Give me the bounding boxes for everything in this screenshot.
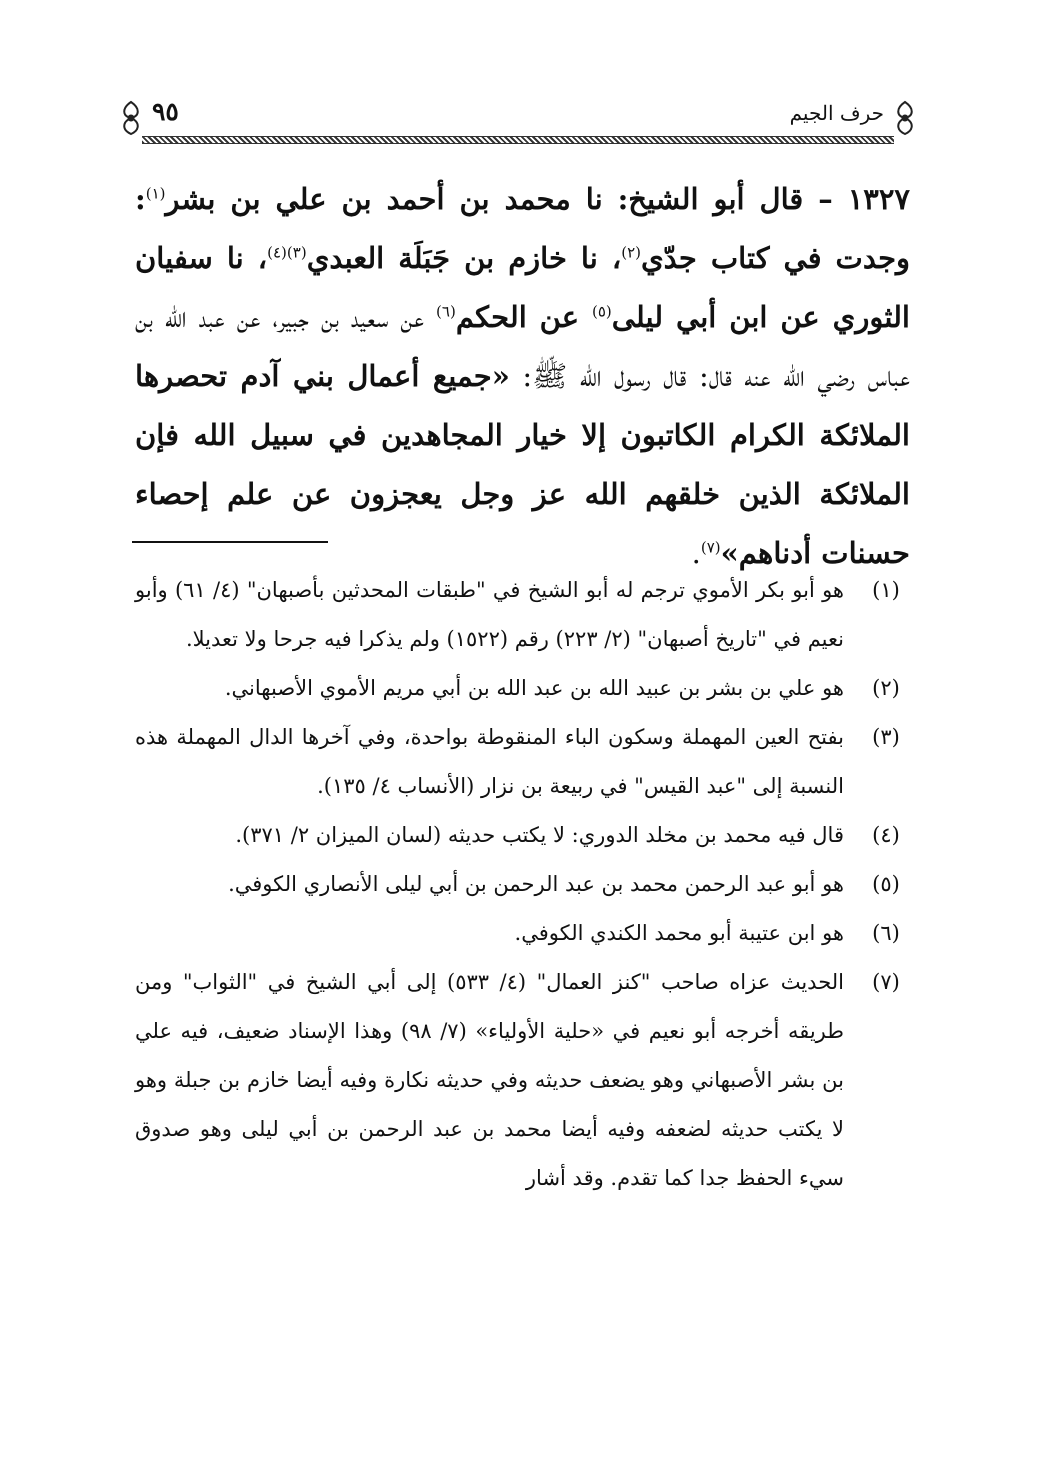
footnote xyxy=(135,566,910,664)
isnad-segment: ، نا سفيان الثوري عن ابن أبي ليلى xyxy=(135,241,910,334)
footnotes-list xyxy=(135,566,910,1203)
footnote-ref: (٤) xyxy=(267,243,287,262)
footnote-ref: (٥) xyxy=(591,302,612,321)
isnad-segment: عن سعيد بن جبير، عن عبد الله بن عباس رضي الله عنه قال: قال رسول الله ﷺ: xyxy=(135,300,910,393)
hadith-paragraph xyxy=(135,170,910,583)
hadith-isnad-start: ١٣٢٧ – قال أبو الشيخ: نا محمد بن أحمد بن علي بن بشر xyxy=(165,182,910,216)
footnote-ref: (١) xyxy=(145,184,166,203)
footnote xyxy=(135,860,910,909)
ornament-icon xyxy=(892,100,918,136)
footnote-separator xyxy=(132,541,328,543)
footnote-text: هو علي بن بشر بن عبيد الله بن عبد الله بن أبي مريم الأموي الأصبهاني. xyxy=(224,676,844,700)
footnote-number: (٣) xyxy=(872,725,900,749)
footnote xyxy=(135,958,910,1203)
isnad-segment: ، نا خازم بن جَبَلَة العبدي xyxy=(306,241,622,275)
running-header xyxy=(118,96,918,162)
footnote-number: (٧) xyxy=(872,970,900,994)
footnote-text: هو أبو بكر الأموي ترجم له أبو الشيخ في "طبقات المحدثين بأصبهان" (٤/ ٦١) وأبو نعيم في "تاريخ أصبهان" (٢/ ٢٢٣) رقم (١٥٢٢) ولم يذكرا فيه جرحا ولا تعديلا. xyxy=(135,578,844,651)
hadith-text xyxy=(135,170,910,583)
hadith-matn: «جميع أعمال بني آدم تحصرها الملائكة الكرام الكاتبون إلا خيار المجاهدين في سبيل الله فإن الملائكة الذين خلقهم الله عز وجل يعجزون عن علم إحصاء حسنات أدناهم» xyxy=(135,359,910,570)
isnad-segment: : وجدت في كتاب جدّي xyxy=(135,182,911,275)
footnote-number: (٤) xyxy=(872,823,900,847)
footnote xyxy=(135,811,910,860)
end-period: . xyxy=(691,536,701,570)
footnote-ref: (٢) xyxy=(621,243,641,262)
footnote-ref: (٦) xyxy=(436,302,456,321)
footnote xyxy=(135,909,910,958)
footnote-text: هو أبو عبد الرحمن محمد بن عبد الرحمن بن أبي ليلى الأنصاري الكوفي. xyxy=(228,872,844,896)
footnote-number: (٥) xyxy=(872,872,900,896)
footnote-text: الحديث عزاه صاحب "كنز العمال" (٤/ ٥٣٣) إلى أبي الشيخ في "الثواب" ومن طريقه أخرجه أبو نعيم في «حلية الأولياء» (٧/ ٩٨) وهذا الإسناد ضعيف، فيه علي بن بشر الأصبهاني وهو يضعف حديثه وفي حديثه نكارة وفيه أيضا خازم بن جبلة وهو لا يكتب حديثه لضعفه وفيه أيضا محمد بن عبد الرحمن بن أبي ليلى وهو صدوق سيء الحفظ جدا كما تقدم. وقد أشار xyxy=(135,970,844,1190)
footnote-number: (٢) xyxy=(872,676,900,700)
footnote-ref: (٧) xyxy=(700,538,721,557)
footnote-number: (٦) xyxy=(872,921,900,945)
footnote xyxy=(135,664,910,713)
ornament-icon xyxy=(118,100,144,136)
footnote xyxy=(135,713,910,811)
header-ornamental-rule xyxy=(142,136,894,144)
page-number: ٩٥ xyxy=(152,97,179,126)
isnad-segment: عن الحكم xyxy=(455,300,592,334)
footnote-text: قال فيه محمد بن مخلد الدوري: لا يكتب حديثه (لسان الميزان ٢/ ٣٧١). xyxy=(235,823,844,847)
footnote-text: بفتح العين المهملة وسكون الباء المنقوطة بواحدة، وفي آخرها الدال المهملة هذه النسبة إلى "عبد القيس" في ربيعة بن نزار (الأنساب ٤/ ١٣٥). xyxy=(135,725,844,798)
running-title: حرف الجيم xyxy=(789,101,884,125)
footnote-ref: (٣) xyxy=(286,243,307,262)
footnote-text: هو ابن عتيبة أبو محمد الكندي الكوفي. xyxy=(514,921,844,945)
footnote-number: (١) xyxy=(872,578,900,602)
